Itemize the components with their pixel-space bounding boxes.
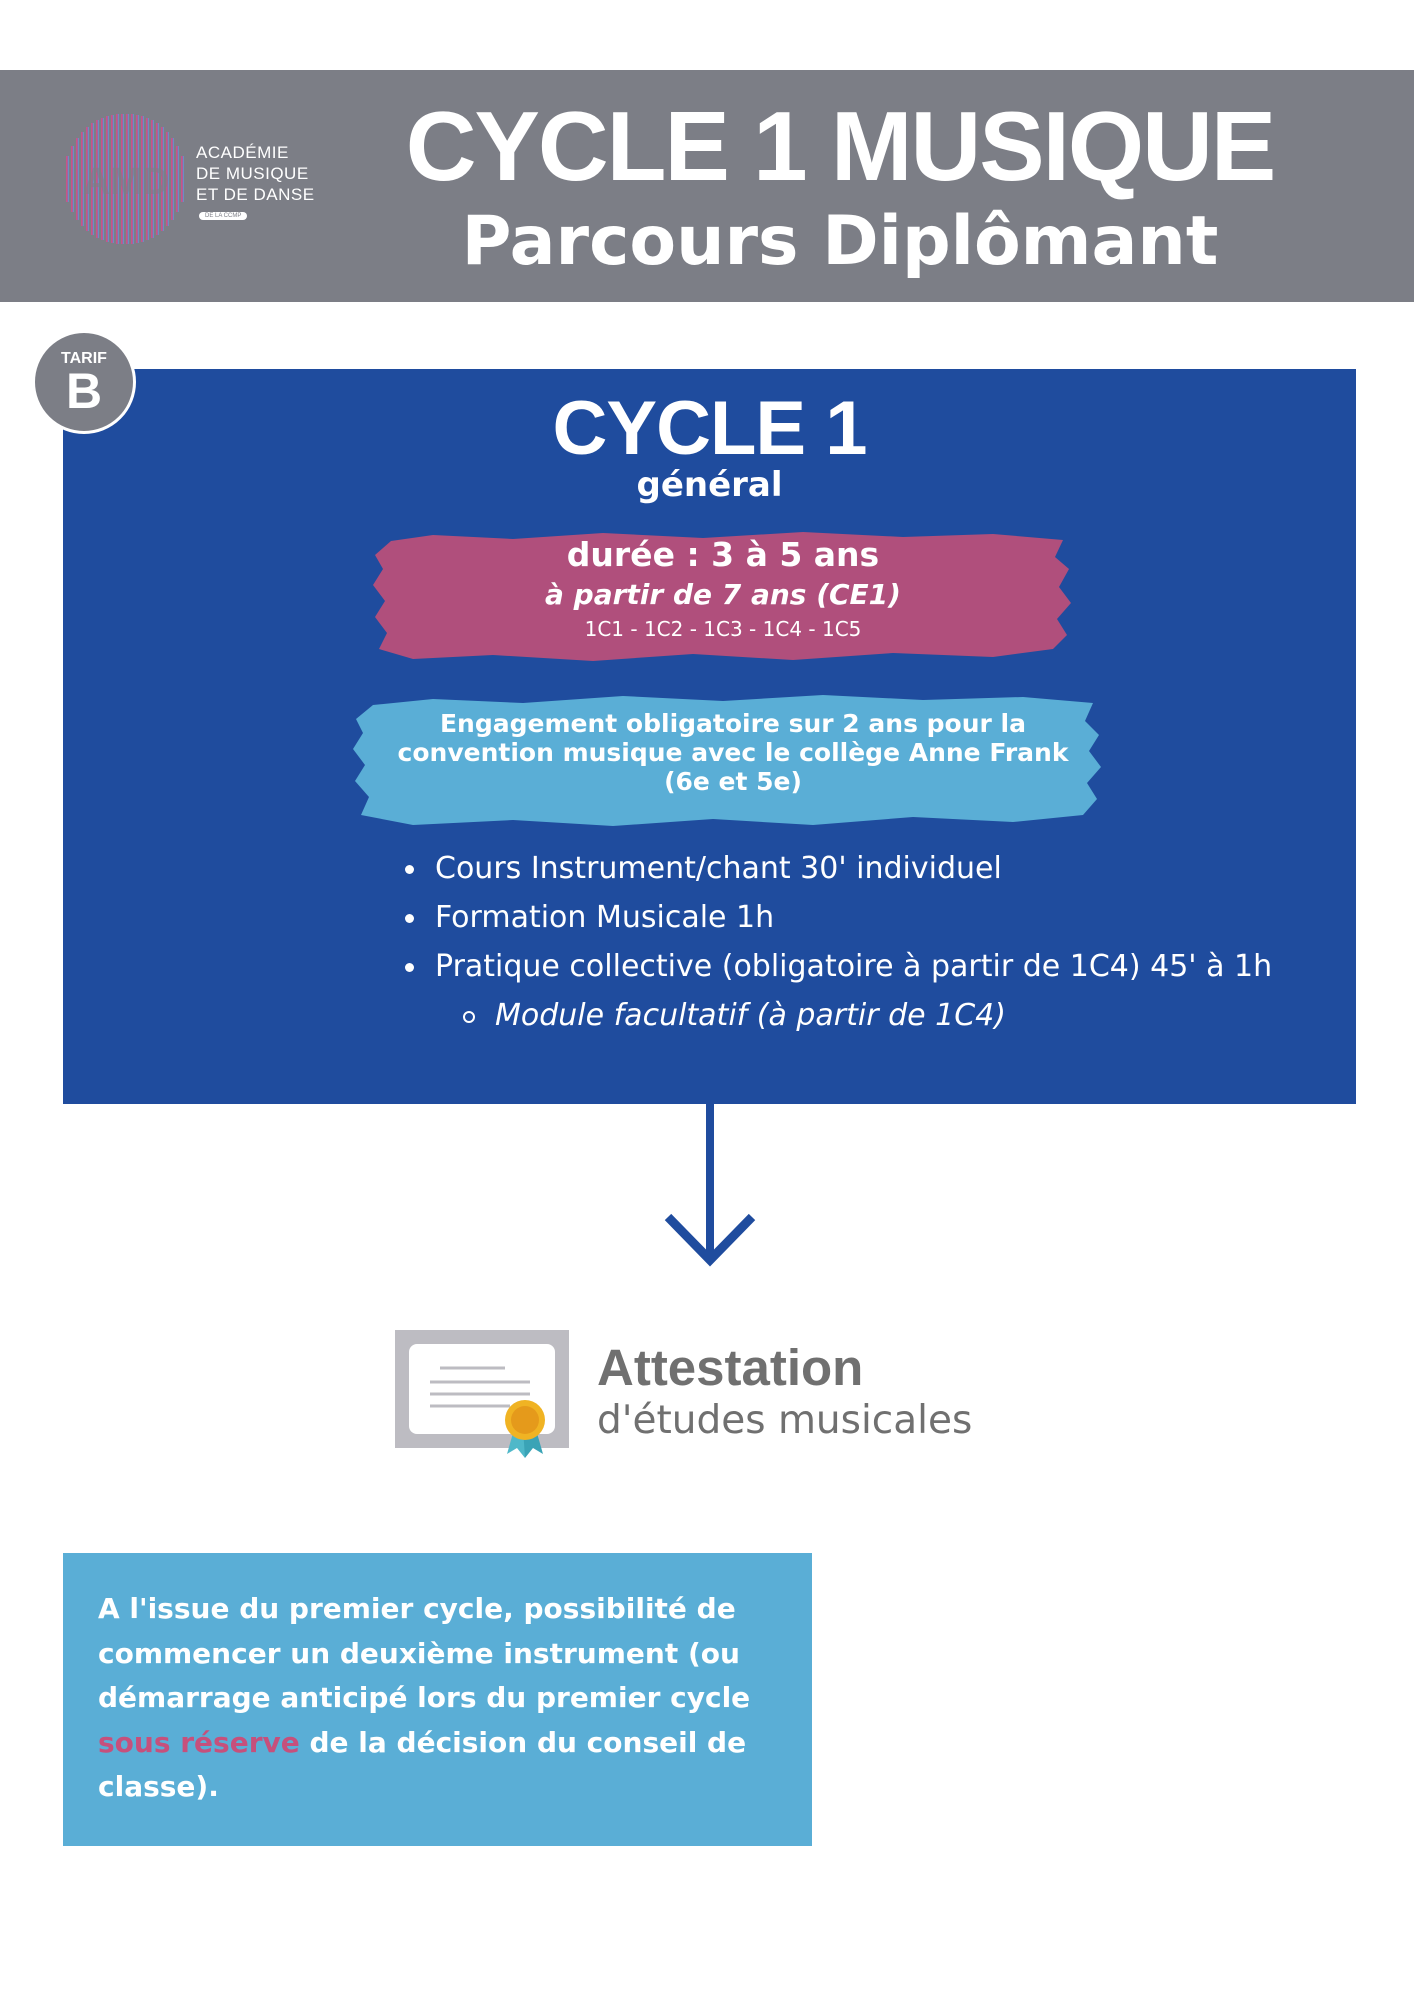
cycle-subtitle: général (636, 465, 783, 505)
list-item: Cours Instrument/chant 30' individuel (403, 844, 1343, 893)
tarif-badge (32, 330, 136, 434)
note-box (63, 1553, 812, 1846)
svg-text:AMD: AMD (82, 161, 170, 203)
attestation-subtitle: d'études musicales (597, 1398, 973, 1443)
course-list (403, 844, 1343, 1040)
duration-block (373, 534, 1073, 644)
attestation-title: Attestation (597, 1339, 864, 1396)
amd-logo-icon (66, 114, 191, 244)
page-subtitle: Parcours Diplômant (461, 202, 1219, 281)
cycle-card (63, 369, 1356, 1104)
logo-subtext: DE LA CCMP (199, 212, 247, 220)
tarif-label: TARIF (61, 350, 107, 367)
levels-text: 1C1 - 1C2 - 1C3 - 1C4 - 1C5 (584, 617, 862, 641)
certificate-icon (395, 1330, 575, 1460)
academy-logo (66, 114, 316, 244)
tarif-value: B (65, 363, 103, 419)
list-item: Formation Musicale 1h (403, 893, 1343, 942)
logo-text: ACADÉMIE DE MUSIQUE ET DE DANSE (196, 143, 315, 204)
note-text: A l'issue du premier cycle, possibilité de commencer un deuxième instrument (ou démarrage anticipé lors du premier cycle sous réserve de la décision du conseil de classe). (98, 1592, 751, 1803)
cycle-title: CYCLE 1 (552, 386, 867, 471)
highlight-text: sous réserve (98, 1725, 300, 1759)
age-text: à partir de 7 ans (CE1) (545, 578, 901, 611)
down-arrow-icon (660, 1102, 760, 1272)
duration-text: durée : 3 à 5 ans (566, 535, 880, 574)
header-banner (0, 70, 1414, 302)
page-title: CYCLE 1 MUSIQUE (405, 91, 1275, 201)
engagement-text: Engagement obligatoire sur 2 ans pour la convention musique avec le collège Anne Frank (6e et 5e) (397, 709, 1069, 796)
list-item: Pratique collective (obligatoire à partir de 1C4) 45' à 1h (403, 942, 1343, 991)
list-subitem: Module facultatif (à partir de 1C4) (403, 991, 1343, 1040)
